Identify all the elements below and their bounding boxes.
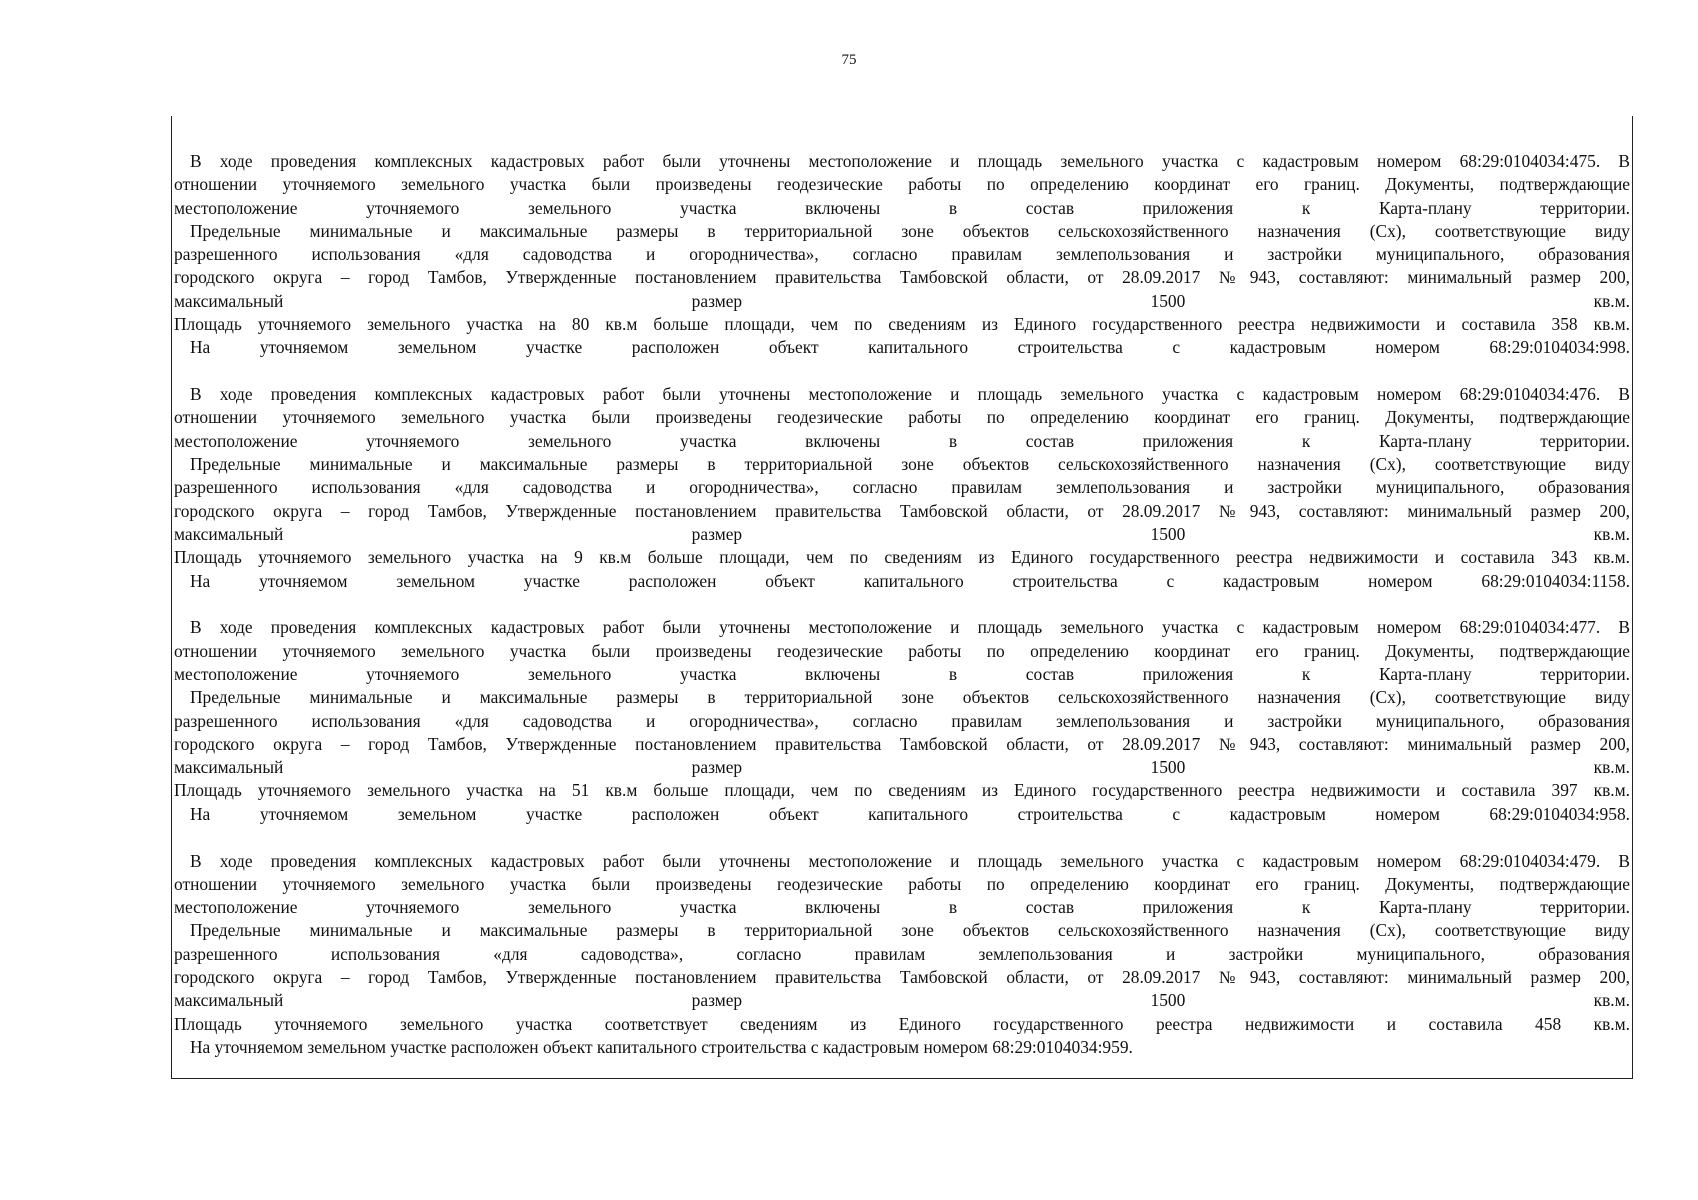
text-line: Площадь уточняемого земельного участка соответствует сведениям из Единого государственного реестра недвижимости и составила 458 кв.м. [174,1013,1630,1034]
text-line: На уточняемом земельном участке расположен объект капитального строительства с кадастровым номером 68:29:0104034:1158. [190,570,1630,591]
text-line: отношении уточняемого земельного участка были произведены геодезические работы по определению координат его границ. Документы, подтверждающие [174,873,1630,894]
text-line: отношении уточняемого земельного участка были произведены геодезические работы по определению координат его границ. Документы, подтверждающие [174,174,1630,195]
text-line: В ходе проведения комплексных кадастровых работ были уточнены местоположение и площадь земельного участка с кадастровым номером 68:29:0104034:476. В [190,384,1630,405]
text-line: городского округа – город Тамбов, Утвержденные постановлением правительства Тамбовской области, от 28.09.2017 №943, составляют: минимальный размер 200, [174,267,1630,288]
text-line: местоположение уточняемого земельного участка включены в состав приложения к Карта-плану территории. [174,897,1630,918]
text-line: Предельные минимальные и максимальные размеры в территориальной зоне объектов сельскохозяйственного назначения (Сх), соответствующие виду [190,920,1630,941]
text-line: отношении уточняемого земельного участка были произведены геодезические работы по определению координат его границ. Документы, подтверждающие [174,640,1630,661]
paragraph-block [174,150,1630,360]
text-line: Площадь уточняемого земельного участка на 80 кв.м больше площади, чем по сведениям из Единого государственного реестра недвижимости и составила 358 кв.м. [174,314,1630,335]
text-line: На уточняемом земельном участке расположен объект капитального строительства с кадастровым номером 68:29:0104034:958. [190,803,1630,824]
text-line: городского округа – город Тамбов, Утвержденные постановлением правительства Тамбовской области, от 28.09.2017 №943, составляют: минимальный размер 200, [174,733,1630,754]
text-line: Предельные минимальные и максимальные размеры в территориальной зоне объектов сельскохозяйственного назначения (Сх), соответствующие виду [190,687,1630,708]
text-line: Предельные минимальные и максимальные размеры в территориальной зоне объектов сельскохозяйственного назначения (Сх), соответствующие виду [190,220,1630,241]
text-line: максимальный размер 1500 кв.м. [174,757,1630,778]
document-body [174,150,1630,1083]
text-line: местоположение уточняемого земельного участка включены в состав приложения к Карта-плану территории. [174,197,1630,218]
text-line: Площадь уточняемого земельного участка на 51 кв.м больше площади, чем по сведениям из Единого государственного реестра недвижимости и составила 397 кв.м. [174,780,1630,801]
text-line: В ходе проведения комплексных кадастровых работ были уточнены местоположение и площадь земельного участка с кадастровым номером 68:29:0104034:475. В [190,151,1630,171]
text-line: максимальный размер 1500 кв.м. [174,290,1630,311]
paragraph-block [174,616,1630,826]
paragraph-block [174,383,1630,593]
text-line: отношении уточняемого земельного участка были произведены геодезические работы по определению координат его границ. Документы, подтверждающие [174,407,1630,428]
text-line: Площадь уточняемого земельного участка на 9 кв.м больше площади, чем по сведениям из Единого государственного реестра недвижимости и составила 343 кв.м. [174,547,1630,568]
text-line: разрешенного использования «для садоводства и огородничества», согласно правилам землепользования и застройки муниципального, образования [174,244,1630,265]
text-line: местоположение уточняемого земельного участка включены в состав приложения к Карта-плану территории. [174,663,1630,684]
page-number: 75 [841,52,857,68]
text-line: В ходе проведения комплексных кадастровых работ были уточнены местоположение и площадь земельного участка с кадастровым номером 68:29:0104034:477. В [190,617,1630,638]
text-line: максимальный размер 1500 кв.м. [174,523,1630,544]
text-line: местоположение уточняемого земельного участка включены в состав приложения к Карта-плану территории. [174,430,1630,451]
text-line: городского округа – город Тамбов, Утвержденные постановлением правительства Тамбовской области, от 28.09.2017 №943, составляют: минимальный размер 200, [174,500,1630,521]
text-line: Предельные минимальные и максимальные размеры в территориальной зоне объектов сельскохозяйственного назначения (Сх), соответствующие виду [190,454,1630,475]
text-line: разрешенного использования «для садоводства», согласно правилам землепользования и застройки муниципального, образования [174,943,1630,964]
text-line: разрешенного использования «для садоводства и огородничества», согласно правилам землепользования и застройки муниципального, образования [174,477,1630,498]
text-line: В ходе проведения комплексных кадастровых работ были уточнены местоположение и площадь земельного участка с кадастровым номером 68:29:0104034:479. В [190,850,1630,871]
text-line: На уточняемом земельном участке расположен объект капитального строительства с кадастровым номером 68:29:0104034:959. [190,1036,1133,1057]
text-line: разрешенного использования «для садоводства и огородничества», согласно правилам землепользования и застройки муниципального, образования [174,710,1630,731]
text-line: городского округа – город Тамбов, Утвержденные постановлением правительства Тамбовской области, от 28.09.2017 №943, составляют: минимальный размер 200, [174,967,1630,987]
paragraph-block [174,850,1630,1060]
text-line: На уточняемом земельном участке расположен объект капитального строительства с кадастровым номером 68:29:0104034:998. [190,337,1630,358]
text-line: максимальный размер 1500 кв.м. [174,990,1630,1011]
